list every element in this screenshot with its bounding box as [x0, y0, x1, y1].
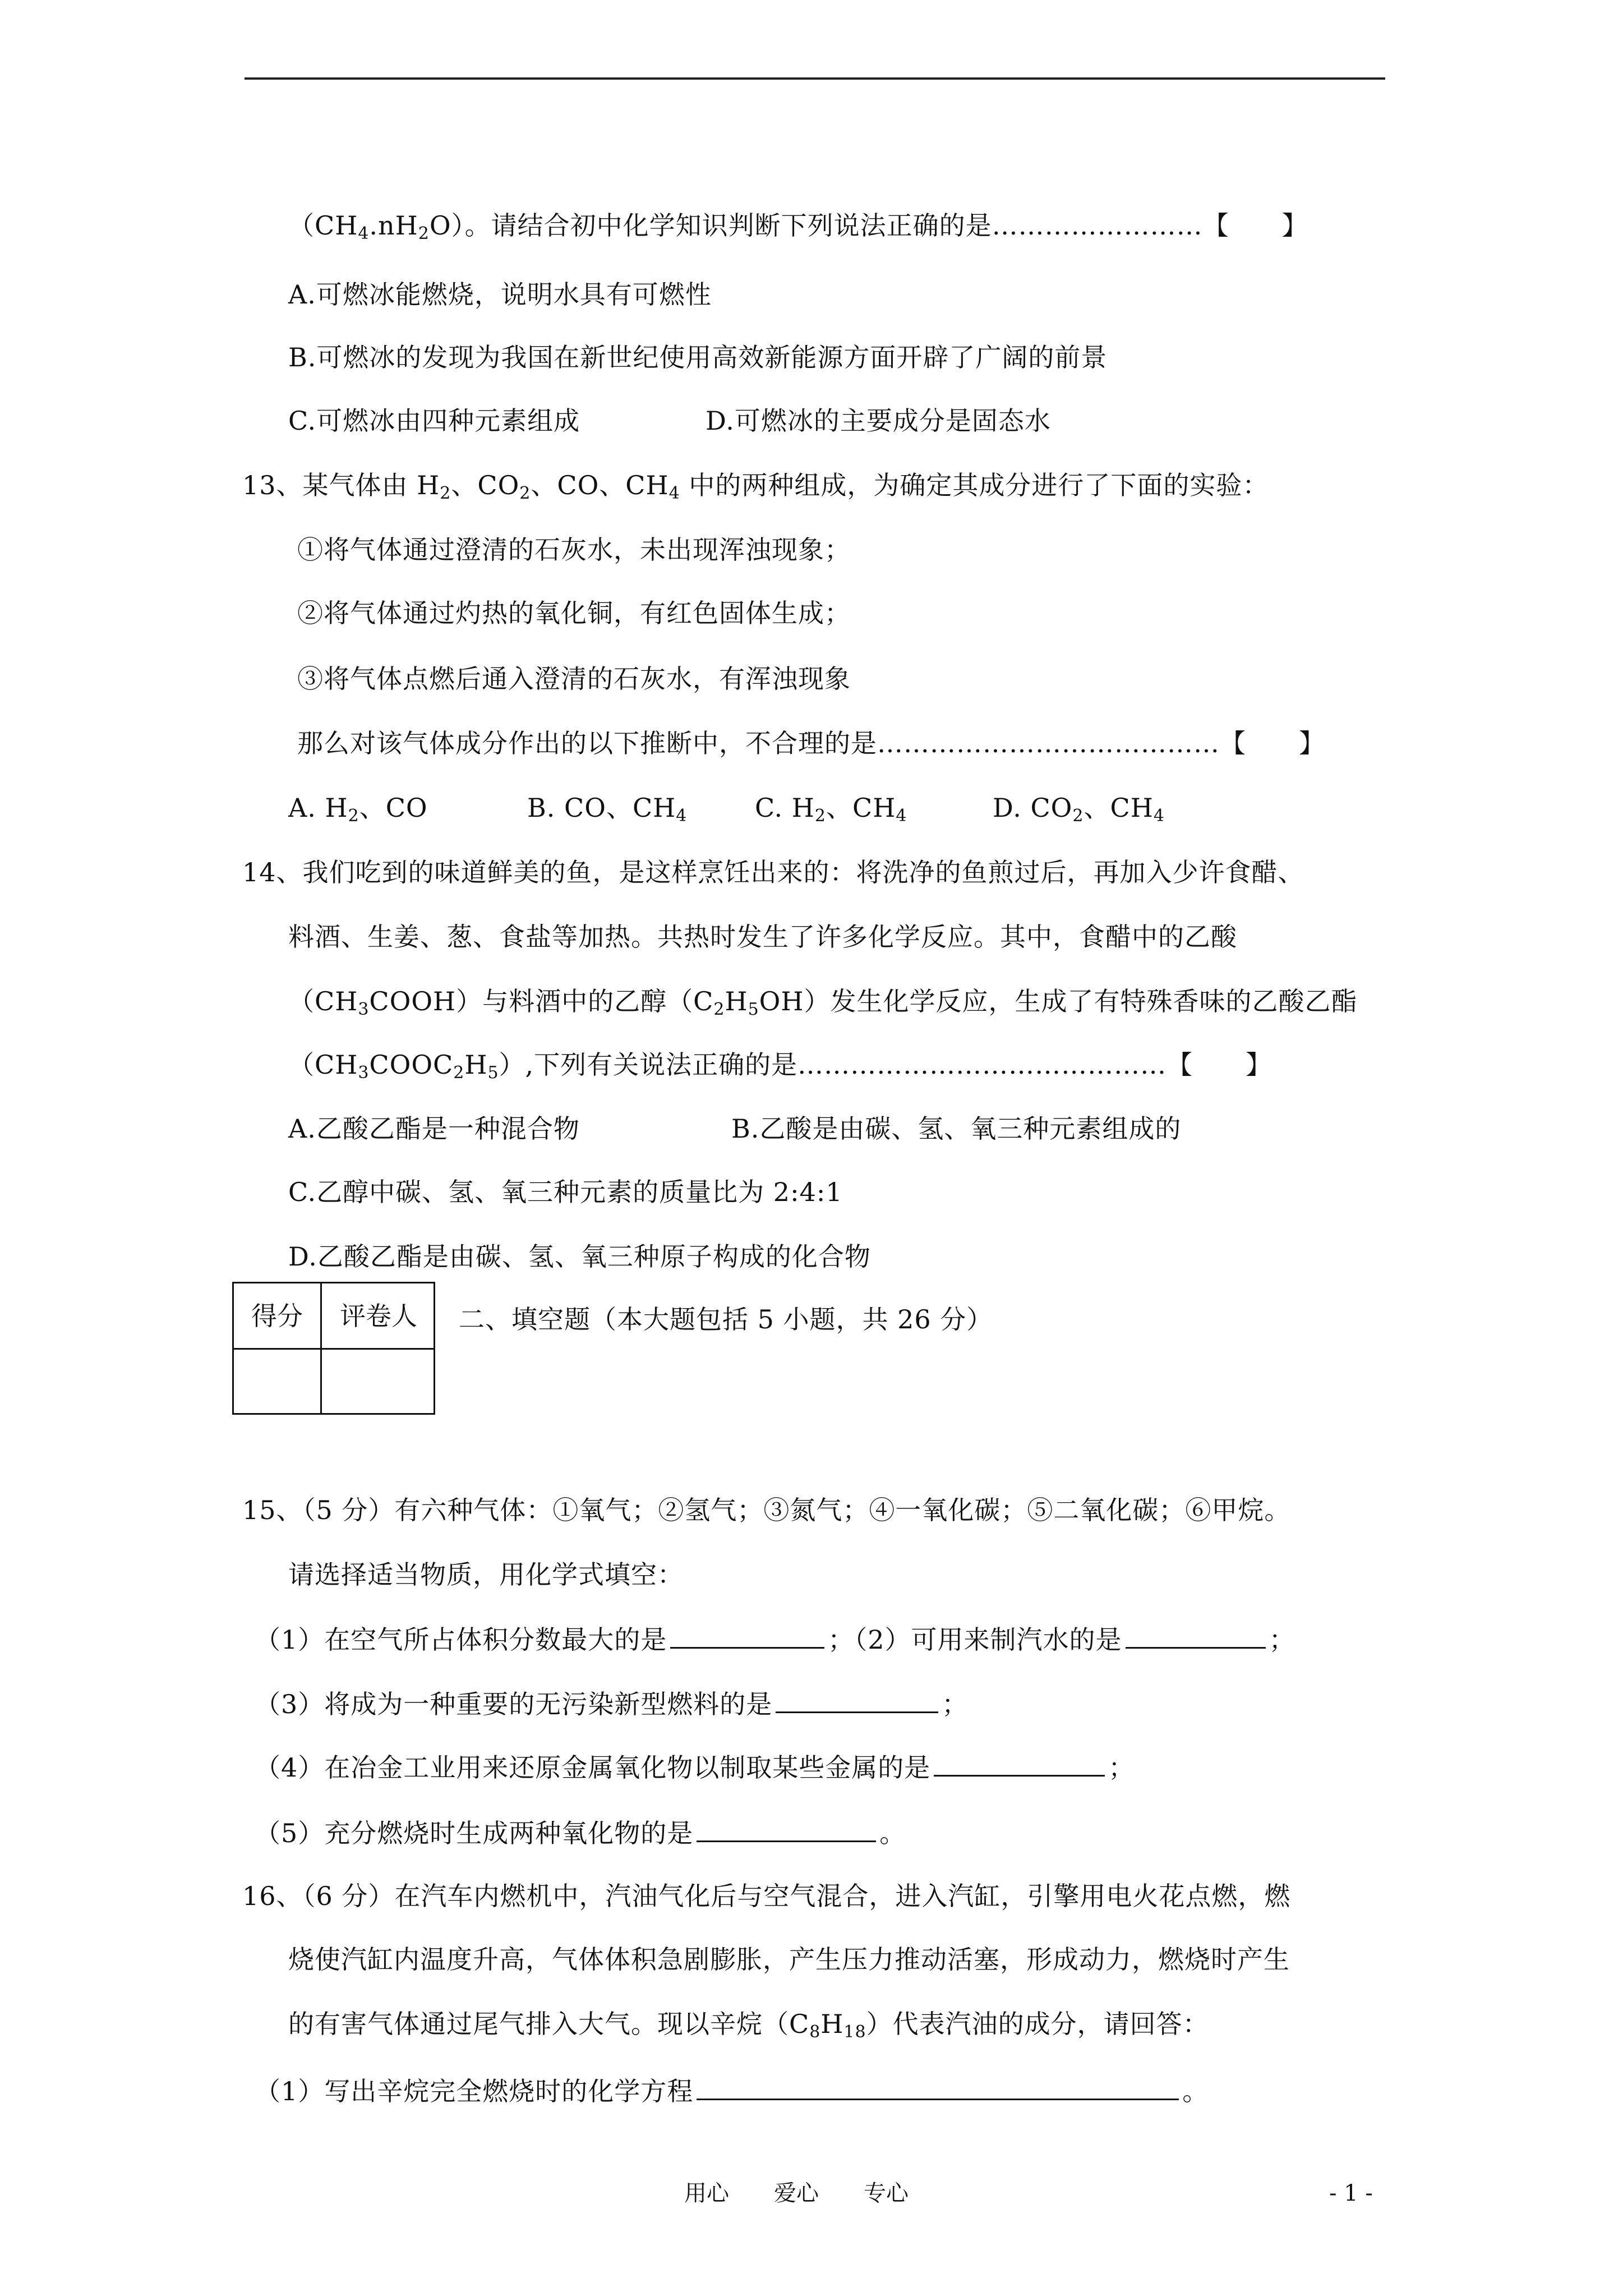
- answer-blank[interactable]: [697, 2073, 1179, 2100]
- q15-line-2: 请选择适当物质，用化学式填空：: [288, 1559, 684, 1590]
- q16-line-3: 的有害气体通过尾气排入大气。现以辛烷$(C_8H_{18})$代表汽油的成分，请回答：: [288, 2009, 1209, 2042]
- q14-line-4: $(CH_3COOC_2H_5)$,下列有关说法正确的是……………………………………【 】: [288, 1050, 1272, 1083]
- q12-option-d: D.可燃冰的主要成分是固态水: [706, 406, 1051, 436]
- q15-line-1: 15、（5 分）有六种气体：①氧气；②氢气；③氮气；④一氧化碳；⑤二氧化碳；⑥甲烷。: [242, 1495, 1291, 1525]
- q14-option-d: D.乙酸乙酯是由碳、氢、氧三种原子构成的化合物: [288, 1241, 871, 1272]
- score-input[interactable]: [234, 1350, 320, 1415]
- q16-item-1: （1）写出辛烷完全燃烧时的化学方程 。: [255, 2073, 1209, 2108]
- score-table-header-score: 得分: [251, 1301, 303, 1331]
- q14-line-3: $(CH_3COOH)$与料酒中的乙醇$(C_2H_5OH)$发生化学反应，生成了有特殊香味的乙酸乙酯: [288, 986, 1358, 1019]
- q14-option-b: B.乙酸是由碳、氢、氧三种元素组成的: [731, 1114, 1182, 1144]
- section-2-title: 二、填空题（本大题包括 5 小题，共 26 分）: [459, 1304, 993, 1335]
- score-table-header-grader: 评卷人: [340, 1301, 417, 1331]
- q14-option-c: C.乙醇中碳、氢、氧三种元素的质量比为 2:4:1: [288, 1177, 843, 1207]
- q13-question: 那么对该气体成分作出的以下推断中，不合理的是…………………………………【 】: [297, 728, 1325, 758]
- q14-option-a: A.乙酸乙酯是一种混合物: [288, 1114, 580, 1144]
- q16-line-1: 16、（6 分）在汽车内燃机中，汽油气化后与空气混合，进入汽缸，引擎用电火花点燃，燃: [242, 1881, 1291, 1911]
- q16-line-2: 烧使汽缸内温度升高，气体体积急剧膨胀，产生压力推动活塞，形成动力，燃烧时产生: [288, 1944, 1290, 1975]
- q13-step-1: ①将气体通过澄清的石灰水，未出现浑浊现象；: [297, 535, 851, 565]
- q13-option-a: A. $H_2$、CO: [288, 793, 428, 826]
- q13-option-d: D. $CO_2$、$CH_4$: [993, 793, 1165, 826]
- q13-step-2: ②将气体通过灼热的氧化铜，有红色固体生成；: [297, 598, 851, 628]
- score-table: [232, 1282, 435, 1415]
- footer-motto: 用心 爱心 专心: [684, 2180, 909, 2206]
- answer-blank[interactable]: [1126, 1621, 1266, 1649]
- q13-step-3: ③将气体点燃后通入澄清的石灰水，有浑浊现象: [297, 664, 851, 694]
- q15-item-4: （4）在冶金工业用来还原金属氧化物以制取某些金属的是 ；: [255, 1749, 1135, 1784]
- answer-blank[interactable]: [670, 1621, 824, 1649]
- q15-item-5: （5）充分燃烧时生成两种氧化物的是 。: [255, 1815, 906, 1850]
- grader-input[interactable]: [322, 1350, 435, 1415]
- q12-stem: $(CH_4.nH_2O)$。请结合初中化学知识判断下列说法正确的是……………………【 】: [288, 210, 1308, 243]
- q14-line-1: 14、我们吃到的味道鲜美的鱼，是这样烹饪出来的：将洗净的鱼煎过后，再加入少许食醋、: [242, 857, 1304, 887]
- q15-item-3: （3）将成为一种重要的无污染新型燃料的是 ；: [255, 1686, 968, 1721]
- q12-option-a: A.可燃冰能燃烧，说明水具有可燃性: [288, 279, 712, 310]
- answer-blank[interactable]: [934, 1749, 1105, 1777]
- q12-option-b: B.可燃冰的发现为我国在新世纪使用高效新能源方面开辟了广阔的前景: [288, 342, 1108, 372]
- q13-stem: 13、某气体由 $H_2$、$CO_2$、CO、$CH_4$ 中的两种组成，为确定其成分进行了下面的实验：: [242, 470, 1269, 503]
- q15-item-1-2: （1）在空气所占体积分数最大的是 ；（2）可用来制汽水的是 ；: [255, 1621, 1295, 1657]
- answer-blank[interactable]: [697, 1815, 876, 1842]
- q12-option-c: C.可燃冰由四种元素组成: [288, 406, 580, 436]
- answer-blank[interactable]: [776, 1686, 938, 1713]
- page-number: - 1 -: [1329, 2180, 1373, 2206]
- q14-line-2: 料酒、生姜、葱、食盐等加热。共热时发生了许多化学反应。其中，食醋中的乙酸: [288, 922, 1237, 952]
- header-rule: [245, 77, 1385, 80]
- q13-option-c: C. $H_2$、$CH_4$: [755, 793, 907, 826]
- q13-option-b: B. CO、$CH_4$: [527, 793, 688, 826]
